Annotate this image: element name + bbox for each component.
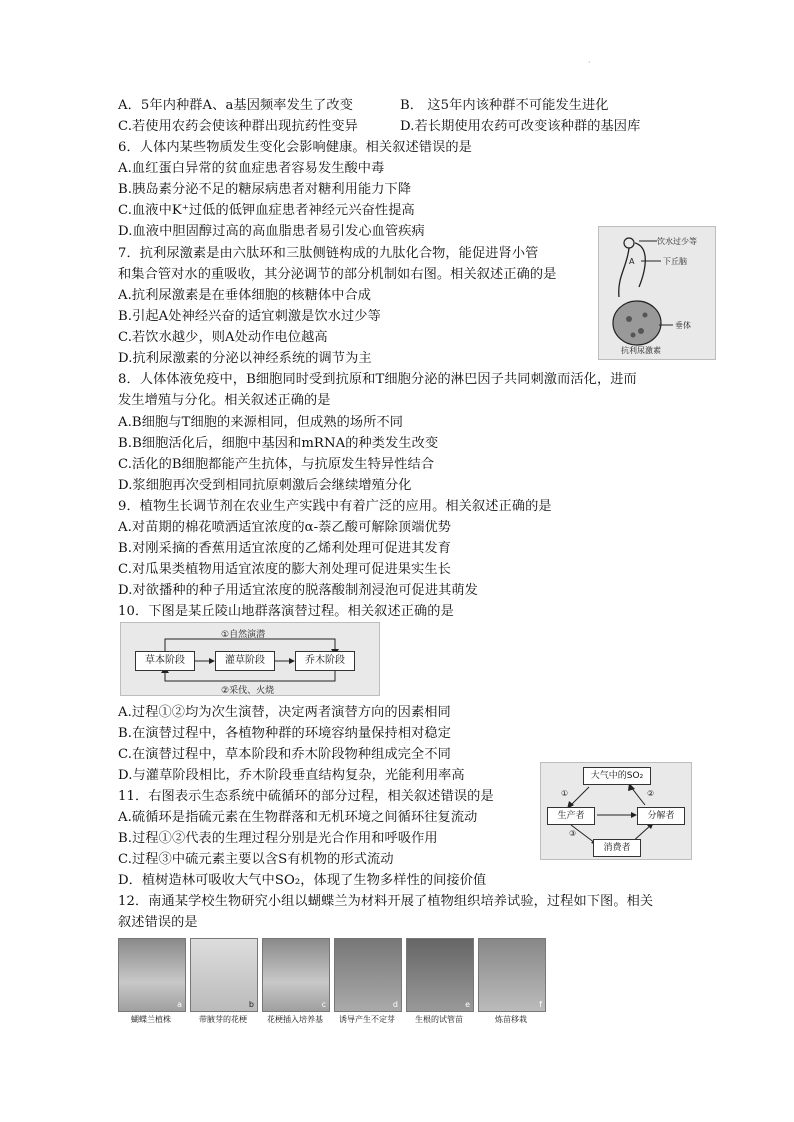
option: C.对瓜果类植物用适宜浓度的膨大剂处理可促进果实生长 <box>118 562 451 577</box>
option: D.血液中胆固醇过高的高血脂患者易引发心血管疾病 <box>118 224 425 239</box>
figure-7-diagram <box>598 226 716 360</box>
photo-rooted-seedling <box>406 938 474 1012</box>
option: C.若饮水越少，则A处动作电位越高 <box>118 330 328 345</box>
option: B.对刚采摘的香蕉用适宜浓度的乙烯利处理可促进其发育 <box>118 541 451 556</box>
option: D.对欲播种的种子用适宜浓度的脱落酸制剂浸泡可促进其萌发 <box>118 583 478 598</box>
question-12: 12．南通某学校生物研究小组以蝴蝶兰为材料开展了植物组织培养试验，过程如下图。相关 <box>118 894 654 909</box>
label-hypothalamus: 下丘脑 <box>663 257 687 266</box>
option: A.过程①②均为次生演替，决定两者演替方向的因素相同 <box>118 705 451 720</box>
stage-shrub: 灌草阶段 <box>215 651 275 671</box>
question-10: 10．下图是某丘陵山地群落演替过程。相关叙述正确的是 <box>118 604 454 619</box>
option: A.B细胞与T细胞的来源相同，但成熟的场所不同 <box>118 415 404 430</box>
question-11: 11．右图表示生态系统中硫循环的部分过程，相关叙述错误的是 <box>118 789 494 804</box>
figure-12-photo-strip <box>118 938 548 1030</box>
option: D.抗利尿激素的分泌以神经系统的调节为主 <box>118 351 372 366</box>
photo-stem <box>190 938 258 1012</box>
node-atmosphere-so2: 大气中的SO₂ <box>583 767 651 785</box>
label-thirst: 饮水过少等 <box>657 237 697 246</box>
arrow-logging-fire: ②采伐、火烧 <box>221 686 275 696</box>
label-a: A <box>629 257 635 266</box>
node-decomposer: 分解者 <box>637 807 685 825</box>
text-line: A．5年内种群A、a基因频率发生了改变 <box>118 98 354 113</box>
question-6: 6．人体内某些物质发生变化会影响健康。相关叙述错误的是 <box>118 140 472 155</box>
option: C.在演替过程中，草本阶段和乔木阶段物种组成完全不同 <box>118 747 451 762</box>
option: A.对苗期的棉花喷洒适宜浓度的α-萘乙酸可解除顶端优势 <box>118 520 452 535</box>
figure-10-diagram <box>120 622 380 696</box>
option: D.浆细胞再次受到相同抗原刺激后会继续增殖分化 <box>118 478 412 493</box>
option: B.在演替过程中，各植物种群的环境容纳量保持相对稳定 <box>118 726 451 741</box>
option: A.抗利尿激素是在垂体细胞的核糖体中合成 <box>118 288 372 303</box>
photo-letter: e <box>465 1000 470 1009</box>
photo-letter: d <box>392 1000 398 1009</box>
question-12-cont: 叙述错误的是 <box>118 915 198 930</box>
process-2: ② <box>647 789 655 798</box>
label-pituitary: 垂体 <box>675 321 691 330</box>
caption: 带腋芽的花梗 <box>199 1015 247 1024</box>
question-8: 8．人体体液免疫中，B细胞同时受到抗原和T细胞分泌的淋巴因子共同刺激而活化，进而 <box>118 372 637 387</box>
label-adh: 抗利尿激素 <box>621 346 661 355</box>
option: C.过程③中硫元素主要以含S有机物的形式流动 <box>118 852 394 867</box>
option: A.硫循环是指硫元素在生物群落和无机环境之间循环往复流动 <box>118 810 478 825</box>
photo-plant <box>118 938 186 1012</box>
node-consumer: 消费者 <box>593 839 641 857</box>
text-line: C.若使用农药会使该种群出现抗药性变异 <box>118 119 358 134</box>
photo-transplant <box>478 938 546 1012</box>
option: D.与灌草阶段相比，乔木阶段垂直结构复杂，光能利用率高 <box>118 768 465 783</box>
option: A.血红蛋白异常的贫血症患者容易发生酸中毒 <box>118 161 385 176</box>
option: B.胰岛素分泌不足的糖尿病患者对糖利用能力下降 <box>118 182 412 197</box>
page-dot: · <box>588 58 591 67</box>
caption: 炼苗移栽 <box>495 1015 527 1024</box>
photo-letter: b <box>248 1000 254 1009</box>
photo-medium <box>262 938 330 1012</box>
photo-letter: c <box>321 1000 326 1009</box>
option: C.血液中K⁺过低的低钾血症患者神经元兴奋性提高 <box>118 203 415 218</box>
photo-letter: a <box>177 1000 182 1009</box>
option: D．植树造林可吸收大气中SO₂，体现了生物多样性的间接价值 <box>118 873 487 888</box>
text-line: D.若长期使用农药可改变该种群的基因库 <box>400 119 641 134</box>
arrow-natural-succession: ①自然演潜 <box>221 630 266 640</box>
photo-bud <box>334 938 402 1012</box>
option: B.过程①②代表的生理过程分别是光合作用和呼吸作用 <box>118 831 438 846</box>
question-7-cont: 和集合管对水的重吸收，其分泌调节的部分机制如右图。相关叙述正确的是 <box>118 267 557 282</box>
question-8-cont: 发生增殖与分化。相关叙述正确的是 <box>118 393 331 408</box>
option: C.活化的B细胞都能产生抗体，与抗原发生特异性结合 <box>118 457 435 472</box>
photo-letter: f <box>539 1000 542 1009</box>
caption: 生根的试管苗 <box>415 1015 463 1024</box>
stage-herb: 草本阶段 <box>135 651 195 671</box>
caption: 诱导产生不定芽 <box>339 1015 395 1024</box>
caption: 花梗插入培养基 <box>267 1015 323 1024</box>
figure-11-diagram <box>540 762 692 860</box>
stage-forest: 乔木阶段 <box>295 651 355 671</box>
text-line: B． 这5年内该种群不可能发生进化 <box>400 98 609 113</box>
process-1: ① <box>561 789 569 798</box>
question-7: 7．抗利尿激素是由六肽环和三肽侧链构成的九肽化合物，能促进肾小管 <box>118 246 539 261</box>
process-3: ③ <box>569 829 577 838</box>
option: B.引起A处神经兴奋的适宜刺激是饮水过少等 <box>118 309 381 324</box>
node-producer: 生产者 <box>547 807 595 825</box>
caption: 蝴蝶兰植株 <box>131 1015 171 1024</box>
option: B.B细胞活化后，细胞中基因和mRNA的种类发生改变 <box>118 436 439 451</box>
question-9: 9．植物生长调节剂在农业生产实践中有着广泛的应用。相关叙述正确的是 <box>118 499 552 514</box>
